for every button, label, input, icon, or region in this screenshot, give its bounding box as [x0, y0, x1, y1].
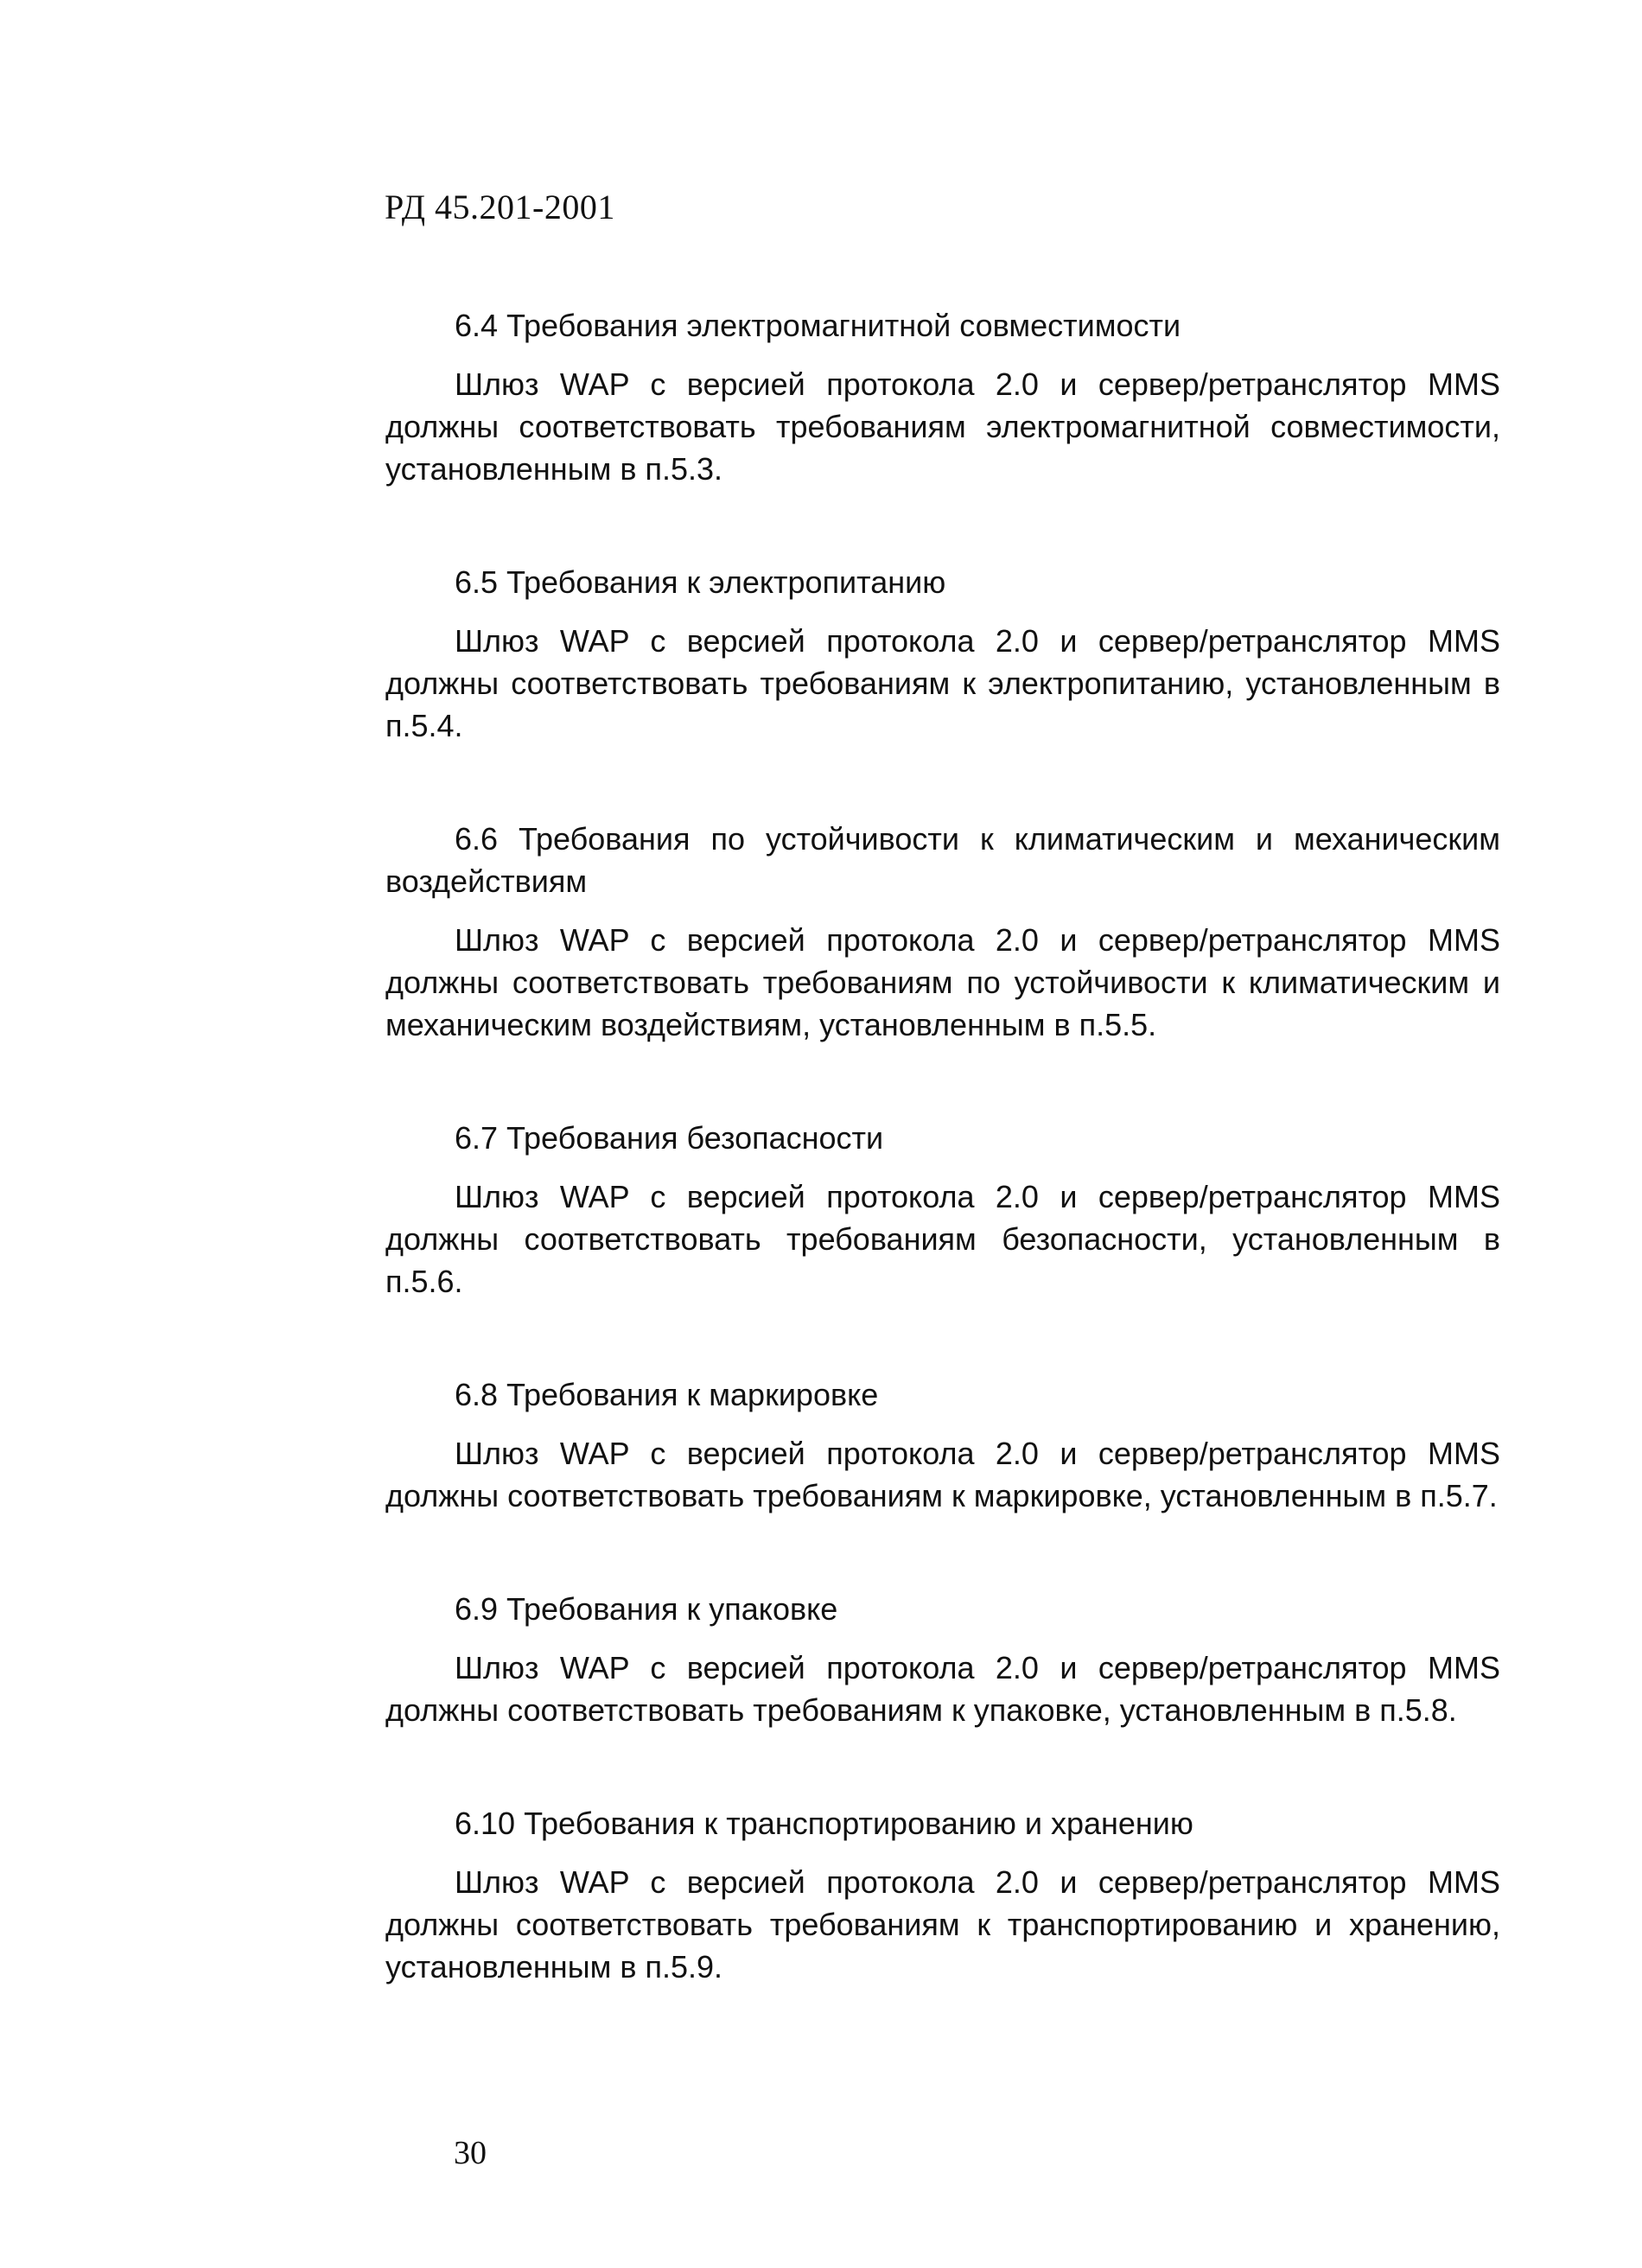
section-6-5	[385, 561, 1500, 747]
document-body	[385, 304, 1500, 2059]
section-text: Шлюз WAP с версией протокола 2.0 и сервер/ретранслятор MMS должны соответствовать требованиям по устойчивости к климатическим и механическим воздействиям, установленным в п.5.5.	[385, 922, 1500, 1042]
section-text: Шлюз WAP с версией протокола 2.0 и сервер/ретранслятор MMS должны соответствовать требованиям безопасности, установленным в п.5.6.	[385, 1179, 1500, 1299]
document-code: РД 45.201-2001	[385, 188, 615, 226]
section-heading: 6.7 Требования безопасности	[455, 1120, 884, 1156]
section-text: Шлюз WAP с версией протокола 2.0 и сервер/ретранслятор MMS должны соответствовать требованиям к упаковке, установленным в п.5.8.	[385, 1650, 1500, 1728]
section-6-4	[385, 304, 1500, 490]
section-text: Шлюз WAP с версией протокола 2.0 и сервер/ретранслятор MMS должны соответствовать требованиям электромагнитной совместимости, установленным в п.5.3.	[385, 366, 1500, 487]
section-6-10	[385, 1802, 1500, 1988]
section-heading: 6.10 Требования к транспортированию и хранению	[455, 1806, 1193, 1841]
page-number: 30	[454, 2135, 487, 2171]
section-heading: 6.9 Требования к упаковке	[455, 1591, 838, 1627]
section-6-8	[385, 1373, 1500, 1517]
section-6-7	[385, 1117, 1500, 1303]
section-heading: 6.4 Требования электромагнитной совместимости	[455, 308, 1181, 343]
section-heading: 6.5 Требования к электропитанию	[455, 564, 946, 600]
section-text: Шлюз WAP с версией протокола 2.0 и сервер/ретранслятор MMS должны соответствовать требованиям к маркировке, установленным в п.5.7.	[385, 1436, 1500, 1513]
section-6-6	[385, 818, 1500, 1046]
section-6-9	[385, 1588, 1500, 1731]
section-text: Шлюз WAP с версией протокола 2.0 и сервер/ретранслятор MMS должны соответствовать требованиям к транспортированию и хранению, установленным в п.5.9.	[385, 1864, 1500, 1984]
section-heading: 6.6 Требования по устойчивости к климатическим и механическим воздействиям	[385, 821, 1500, 899]
section-text: Шлюз WAP с версией протокола 2.0 и сервер/ретранслятор MMS должны соответствовать требованиям к электропитанию, установленным в п.5.4.	[385, 623, 1500, 743]
section-heading: 6.8 Требования к маркировке	[455, 1377, 879, 1412]
